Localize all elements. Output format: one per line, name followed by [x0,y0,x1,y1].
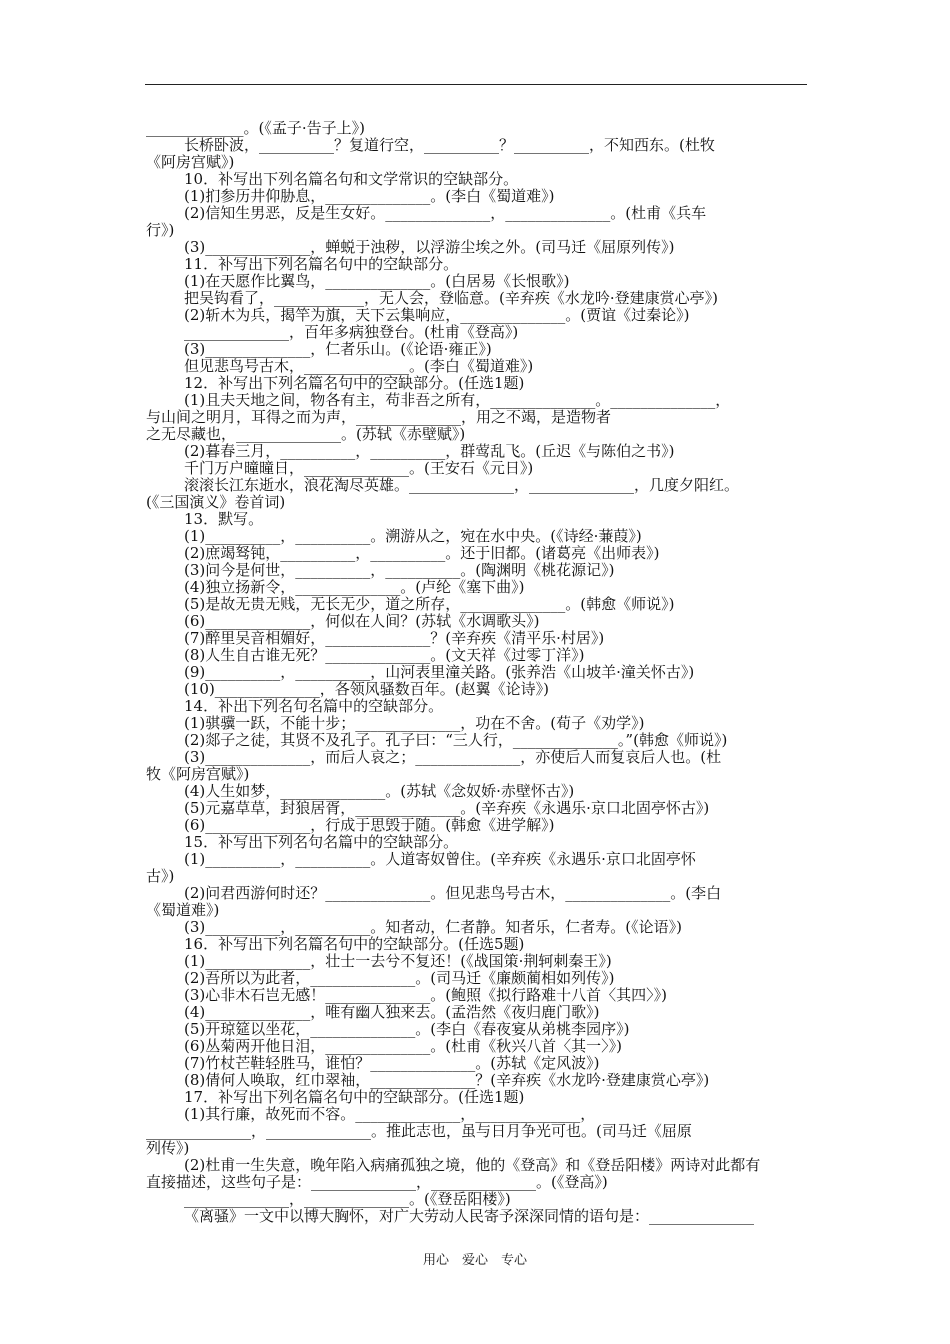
text-line: 15．补写出下列名句名篇中的空缺部分。 [184,834,459,851]
text-line: (6)______________，何似在人间？(苏轼《水调歌头》) [184,613,540,630]
text-line: 千门万户曈曈日，______________。(王安石《元日》) [184,460,534,477]
text-line: ______________，百年多病独登台。(杜甫《登高》) [184,324,519,341]
text-line: 16．补写出下列名篇名句中的空缺部分。(任选5题) [184,936,525,953]
text-line: 长桥卧波，__________？复道行空，__________？__________，不知西东。(杜牧 [184,137,715,154]
text-line: (2)暮春三月，__________，__________，群莺乱飞。(丘迟《与陈伯之书》) [184,443,675,460]
text-line: (1)骐骥一跃，不能十步；______________，功在不舍。(荀子《劝学》) [184,715,645,732]
text-line: ______________，______________。推此志也，虽与日月争光可也。(司马迁《屈原 [146,1123,692,1140]
text-line: (7)醉里吴音相媚好，______________？(辛弃疾《清平乐·村居》) [184,630,605,647]
text-line: (《三国演义》卷首词) [146,494,286,511]
text-line: 古》) [146,868,175,885]
text-line: (7)竹杖芒鞋轻胜马，谁怕？______________。(苏轼《定风波》) [184,1055,600,1072]
text-line: 《蜀道难》) [146,902,220,919]
text-line: 11．补写出下列名篇名句中的空缺部分。 [184,256,459,273]
text-line: 与山间之明月，耳得之而为声，______________，用之不竭，是造物者 [146,409,612,426]
text-line: (2)吾所以为此者，______________。(司马迁《廉颇蔺相如列传》) [184,970,615,987]
header-rule [145,84,807,85]
text-line: (2)庶竭驽钝，__________，__________。还于旧都。(诸葛亮《出师表》) [184,545,660,562]
text-line: (2)问君西游何时还？______________。但见悲鸟号古木，______________。(李白 [184,885,722,902]
text-line: (1)______________，壮士一去兮不复还！(《战国策·荆轲刺秦王》) [184,953,612,970]
text-line: 但见悲鸟号古木，______________。(李白《蜀道难》) [184,358,534,375]
text-line: 行》) [146,222,175,239]
text-line: 13．默写。 [184,511,264,528]
text-line: 把吴钩看了，____________，无人会，登临意。(辛弃疾《水龙吟·登建康赏心亭》) [184,290,718,307]
text-line: (4)人生如梦，______________。(苏轼《念奴娇·赤壁怀古》) [184,783,575,800]
text-line: 17．补写出下列名篇名句中的空缺部分。(任选1题) [184,1089,525,1106]
text-line: (1)__________，__________。人道寄奴曾住。(辛弃疾《永遇乐·京口北固亭怀 [184,851,696,868]
text-line: (5)开琼筵以坐花，______________。(李白《春夜宴从弟桃李园序》) [184,1021,630,1038]
text-line: 直接描述，这些句子是：______________，______________。(《登高》) [146,1174,608,1191]
text-line: (5)是故无贵无贱，无长无少，道之所存，______________。(韩愈《师说》) [184,596,675,613]
text-line: (2)斩木为兵，揭竿为旗，天下云集响应，______________。(贾谊《过秦论》) [184,307,690,324]
text-line: 之无尽藏也，______________。(苏轼《赤壁赋》) [146,426,466,443]
text-line: (2)杜甫一生失意，晚年陷入病痛孤独之境，他的《登高》和《登岳阳楼》两诗对此都有 [184,1157,761,1174]
text-line: (3)______________，仁者乐山。(《论语·雍正》) [184,341,492,358]
text-line: _____________。(《孟子·告子上》) [146,120,365,137]
text-line: (6)______________，行成于思毁于随。(韩愈《进学解》) [184,817,555,834]
text-line: 滚滚长江东逝水，浪花淘尽英雄。______________，______________，几度夕阳红。 [184,477,740,494]
text-line: (1)在天愿作比翼鸟，______________。(白居易《长恨歌》) [184,273,570,290]
text-line: (1)扪参历井仰胁息，______________。(李白《蜀道难》) [184,188,555,205]
text-line: (3)______________，蝉蜕于浊秽，以浮游尘埃之外。(司马迁《屈原列传》) [184,239,675,256]
text-line: (1)且夫天地之间，物各有主，苟非吾之所有，______________。______________， [184,392,731,409]
text-line: (1)__________，__________。溯游从之，宛在水中央。(《诗经·蒹葭》) [184,528,642,545]
text-line: (3)心非木石岂无感！______________。(鲍照《拟行路难十八首〈其四〉》) [184,987,667,1004]
text-line: (8)倩何人唤取，红巾翠袖，______________？(辛弃疾《水龙吟·登建康赏心亭》) [184,1072,710,1089]
page-footer: 用心 爱心 专心 [422,1253,527,1268]
text-line: (3)______________，而后人哀之；______________，亦使后人而复哀后人也。(杜 [184,749,722,766]
text-line: ______________，______________。(《登岳阳楼》) [184,1191,511,1208]
text-line: (9)__________，__________，山河表里潼关路。(张养浩《山坡羊·潼关怀古》) [184,664,695,681]
text-line: (10)______________，各领风骚数百年。(赵翼《论诗》) [184,681,549,698]
text-line: 12．补写出下列名篇名句中的空缺部分。(任选1题) [184,375,525,392]
text-line: (3)__________，__________。知者动，仁者静。知者乐，仁者寿。(《论语》) [184,919,682,936]
text-line: 《离骚》一文中以博大胸怀，对广大劳动人民寄予深深同情的语句是：______________ [184,1208,755,1225]
text-line: 10．补写出下列名篇名句和文学常识的空缺部分。 [184,171,519,188]
text-line: 列传》) [146,1140,190,1157]
text-line: (4)______________，唯有幽人独来去。(孟浩然《夜归鹿门歌》) [184,1004,600,1021]
text-line: 14．补出下列名句名篇中的空缺部分。 [184,698,444,715]
text-line: (5)元嘉草草，封狼居胥，______________。(辛弃疾《永遇乐·京口北固亭怀古》) [184,800,710,817]
text-line: 《阿房宫赋》) [146,154,235,171]
text-line: (8)人生自古谁无死？______________。(文天祥《过零丁洋》) [184,647,585,664]
text-line: (1)其行廉，故死而不容。______________，______________， [184,1106,596,1123]
text-line: (6)丛菊两开他日泪，______________。(杜甫《秋兴八首〈其一〉》) [184,1038,622,1055]
text-line: (2)信知生男恶，反是生女好。______________，______________。(杜甫《兵车 [184,205,707,222]
text-line: (4)独立扬新令，______________。(卢纶《塞下曲》) [184,579,525,596]
text-line: (2)郯子之徒，其贤不及孔子。孔子曰：“三人行，______________。”(韩愈《师说》) [184,732,728,749]
text-line: (3)问今是何世，__________，__________。(陶渊明《桃花源记》) [184,562,615,579]
text-line: 牧《阿房宫赋》) [146,766,250,783]
document-body [146,120,806,1225]
